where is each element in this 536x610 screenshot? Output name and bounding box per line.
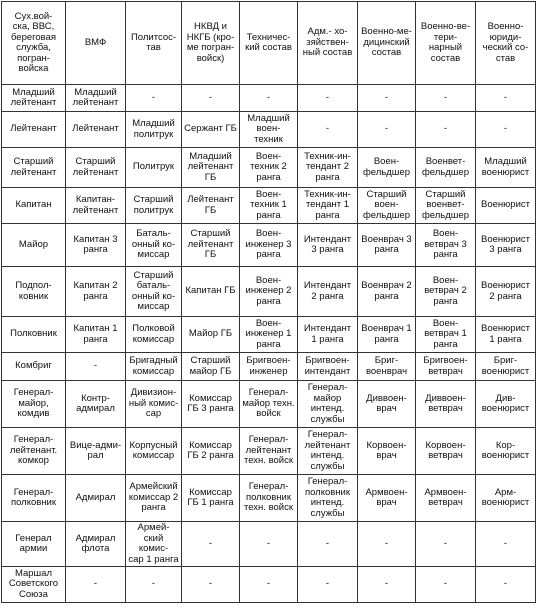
equivalent-rank-cell: Вице-адми- рал bbox=[66, 428, 126, 475]
equivalent-rank-cell: Воен- инженер 3 ранга bbox=[240, 224, 298, 267]
equivalent-rank-cell: Армей- ский комис- сар 1 ранга bbox=[126, 522, 182, 567]
equivalent-rank-cell: - bbox=[182, 567, 240, 603]
equivalent-rank-cell: - bbox=[358, 567, 416, 603]
rank-cell: Комбриг bbox=[2, 353, 66, 381]
equivalent-rank-cell: Старший майор ГБ bbox=[182, 353, 240, 381]
table-row bbox=[2, 522, 536, 567]
equivalent-rank-cell: Интендант 2 ранга bbox=[298, 267, 358, 317]
table-row bbox=[2, 188, 536, 224]
equivalent-rank-cell: Армвоен- врач bbox=[358, 475, 416, 522]
equivalent-rank-cell: Диввоен- врач bbox=[358, 381, 416, 428]
equivalent-rank-cell: Майор ГБ bbox=[182, 317, 240, 353]
rank-cell: Маршал Советского Союза bbox=[2, 567, 66, 603]
equivalent-rank-cell: Армейский комиссар 2 ранга bbox=[126, 475, 182, 522]
equivalent-rank-cell: - bbox=[298, 567, 358, 603]
equivalent-rank-cell: Воен- ветврач 3 ранга bbox=[416, 224, 476, 267]
column-header: Военно- юриди- ческий со- став bbox=[476, 2, 536, 85]
table-row bbox=[2, 353, 536, 381]
equivalent-rank-cell: Капитан 1 ранга bbox=[66, 317, 126, 353]
rank-cell: Генерал- майор, комдив bbox=[2, 381, 66, 428]
equivalent-rank-cell: Корвоен- ветврач bbox=[416, 428, 476, 475]
rank-cell: Генерал- лейтенант. комкор bbox=[2, 428, 66, 475]
rank-cell: Старший лейтенант bbox=[2, 148, 66, 188]
equivalent-rank-cell: Воен- ветврач 2 ранга bbox=[416, 267, 476, 317]
equivalent-rank-cell: Бригвоен- инженер bbox=[240, 353, 298, 381]
equivalent-rank-cell: Бригвоен- ветврач bbox=[416, 353, 476, 381]
equivalent-rank-cell: - bbox=[298, 522, 358, 567]
equivalent-rank-cell: Воен- ветврач 1 ранга bbox=[416, 317, 476, 353]
equivalent-rank-cell: - bbox=[358, 522, 416, 567]
equivalent-rank-cell: - bbox=[182, 85, 240, 112]
equivalent-rank-cell: Комиссар ГБ 3 ранга bbox=[182, 381, 240, 428]
equivalent-rank-cell: Военврач 3 ранга bbox=[358, 224, 416, 267]
equivalent-rank-cell: Старший военвет- фельдшер bbox=[416, 188, 476, 224]
rank-cell: Полковник bbox=[2, 317, 66, 353]
equivalent-rank-cell: Армвоен- ветврач bbox=[416, 475, 476, 522]
column-header: Сух.вой- ска, ВВС, береговая служба, погран- войска bbox=[2, 2, 66, 85]
equivalent-rank-cell: - bbox=[66, 353, 126, 381]
equivalent-rank-cell: Див- военюрист bbox=[476, 381, 536, 428]
table-row bbox=[2, 267, 536, 317]
table-row bbox=[2, 317, 536, 353]
equivalent-rank-cell: - bbox=[416, 112, 476, 148]
equivalent-rank-cell: Контр- адмирал bbox=[66, 381, 126, 428]
equivalent-rank-cell: Интендант 1 ранга bbox=[298, 317, 358, 353]
equivalent-rank-cell: Военюрист 3 ранга bbox=[476, 224, 536, 267]
equivalent-rank-cell: Лейтенант ГБ bbox=[182, 188, 240, 224]
equivalent-rank-cell: Воен- техник 1 ранга bbox=[240, 188, 298, 224]
equivalent-rank-cell: Капитан 3 ранга bbox=[66, 224, 126, 267]
equivalent-rank-cell: Младший воен- техник bbox=[240, 112, 298, 148]
equivalent-rank-cell: Старший баталь- онный ко- миссар bbox=[126, 267, 182, 317]
equivalent-rank-cell: Старший лейтенант bbox=[66, 148, 126, 188]
table-row bbox=[2, 428, 536, 475]
equivalent-rank-cell: Бриг- военюрист bbox=[476, 353, 536, 381]
equivalent-rank-cell: Капитан ГБ bbox=[182, 267, 240, 317]
equivalent-rank-cell: - bbox=[240, 522, 298, 567]
equivalent-rank-cell: - bbox=[126, 567, 182, 603]
equivalent-rank-cell: Воен- инженер 2 ранга bbox=[240, 267, 298, 317]
column-header: Техничес- кий состав bbox=[240, 2, 298, 85]
equivalent-rank-cell: Воен- техник 2 ранга bbox=[240, 148, 298, 188]
equivalent-rank-cell: Комиссар ГБ 1 ранга bbox=[182, 475, 240, 522]
equivalent-rank-cell: Политрук bbox=[126, 148, 182, 188]
equivalent-rank-cell: - bbox=[476, 567, 536, 603]
equivalent-rank-cell: Генерал- полковник техн. войск bbox=[240, 475, 298, 522]
ranks-table bbox=[1, 1, 536, 603]
column-header: ВМФ bbox=[66, 2, 126, 85]
equivalent-rank-cell: Старший воен- фельдшер bbox=[358, 188, 416, 224]
equivalent-rank-cell: - bbox=[182, 522, 240, 567]
equivalent-rank-cell: Младший политрук bbox=[126, 112, 182, 148]
rank-cell: Подпол- ковник bbox=[2, 267, 66, 317]
rank-cell: Лейтенант bbox=[2, 112, 66, 148]
equivalent-rank-cell: - bbox=[476, 85, 536, 112]
rank-cell: Майор bbox=[2, 224, 66, 267]
equivalent-rank-cell: Генерал- майор интенд. службы bbox=[298, 381, 358, 428]
table-body bbox=[2, 85, 536, 603]
table-row bbox=[2, 85, 536, 112]
equivalent-rank-cell: Арм- военюрист bbox=[476, 475, 536, 522]
equivalent-rank-cell: - bbox=[126, 85, 182, 112]
equivalent-rank-cell: Младший лейтенант bbox=[66, 85, 126, 112]
equivalent-rank-cell: Адмирал флота bbox=[66, 522, 126, 567]
header-row bbox=[2, 2, 536, 85]
rank-cell: Капитан bbox=[2, 188, 66, 224]
table-row bbox=[2, 148, 536, 188]
equivalent-rank-cell: Старший лейтенант ГБ bbox=[182, 224, 240, 267]
equivalent-rank-cell: Генерал- полковник интенд. службы bbox=[298, 475, 358, 522]
equivalent-rank-cell: Младший лейтенант ГБ bbox=[182, 148, 240, 188]
equivalent-rank-cell: - bbox=[298, 85, 358, 112]
rank-cell: Младший лейтенант bbox=[2, 85, 66, 112]
equivalent-rank-cell: Корвоен- врач bbox=[358, 428, 416, 475]
equivalent-rank-cell: Генерал- лейтенант интенд. службы bbox=[298, 428, 358, 475]
equivalent-rank-cell: - bbox=[240, 85, 298, 112]
equivalent-rank-cell: Дивизион- ный комис- сар bbox=[126, 381, 182, 428]
column-header: НКВД и НКГБ (кро- ме погран- войск) bbox=[182, 2, 240, 85]
equivalent-rank-cell: - bbox=[476, 112, 536, 148]
table-row bbox=[2, 381, 536, 428]
equivalent-rank-cell: Полковой комиссар bbox=[126, 317, 182, 353]
equivalent-rank-cell: Генерал- лейтенант техн. войск bbox=[240, 428, 298, 475]
equivalent-rank-cell: Корпусный комиссар bbox=[126, 428, 182, 475]
table-row bbox=[2, 224, 536, 267]
equivalent-rank-cell: Военвет- фельдшер bbox=[416, 148, 476, 188]
equivalent-rank-cell: - bbox=[416, 567, 476, 603]
equivalent-rank-cell: Младший военюрист bbox=[476, 148, 536, 188]
equivalent-rank-cell: Военюрист 2 ранга bbox=[476, 267, 536, 317]
equivalent-rank-cell: Капитан- лейтенант bbox=[66, 188, 126, 224]
equivalent-rank-cell: - bbox=[416, 85, 476, 112]
equivalent-rank-cell: Военюрист 1 ранга bbox=[476, 317, 536, 353]
equivalent-rank-cell: Техник-ин- тендант 1 ранга bbox=[298, 188, 358, 224]
equivalent-rank-cell: - bbox=[298, 112, 358, 148]
equivalent-rank-cell: Сержант ГБ bbox=[182, 112, 240, 148]
table-header bbox=[2, 2, 536, 85]
equivalent-rank-cell: Воен- инженер 1 ранга bbox=[240, 317, 298, 353]
equivalent-rank-cell: Военврач 1 ранга bbox=[358, 317, 416, 353]
column-header: Военно-ме- дицинский состав bbox=[358, 2, 416, 85]
equivalent-rank-cell: Военврач 2 ранга bbox=[358, 267, 416, 317]
equivalent-rank-cell: Баталь- онный ко- миссар bbox=[126, 224, 182, 267]
table-row bbox=[2, 567, 536, 603]
equivalent-rank-cell: Техник-ин- тендант 2 ранга bbox=[298, 148, 358, 188]
column-header: Адм.- хо- зяйствен- ный состав bbox=[298, 2, 358, 85]
equivalent-rank-cell: Капитан 2 ранга bbox=[66, 267, 126, 317]
equivalent-rank-cell: Воен- фельдшер bbox=[358, 148, 416, 188]
equivalent-rank-cell: Комиссар ГБ 2 ранга bbox=[182, 428, 240, 475]
equivalent-rank-cell: Диввоен- ветврач bbox=[416, 381, 476, 428]
equivalent-rank-cell: Генерал- майор техн. войск bbox=[240, 381, 298, 428]
rank-cell: Генерал- полковник bbox=[2, 475, 66, 522]
equivalent-rank-cell: - bbox=[358, 112, 416, 148]
rank-cell: Генерал армии bbox=[2, 522, 66, 567]
equivalent-rank-cell: - bbox=[358, 85, 416, 112]
equivalent-rank-cell: Бригвоен- интендант bbox=[298, 353, 358, 381]
equivalent-rank-cell: - bbox=[476, 522, 536, 567]
equivalent-rank-cell: Интендант 3 ранга bbox=[298, 224, 358, 267]
column-header: Политсос- тав bbox=[126, 2, 182, 85]
equivalent-rank-cell: Лейтенант bbox=[66, 112, 126, 148]
column-header: Военно-ве- тери- нарный состав bbox=[416, 2, 476, 85]
equivalent-rank-cell: Бриг- военврач bbox=[358, 353, 416, 381]
equivalent-rank-cell: Бригадный комиссар bbox=[126, 353, 182, 381]
equivalent-rank-cell: Военюрист bbox=[476, 188, 536, 224]
equivalent-rank-cell: - bbox=[240, 567, 298, 603]
equivalent-rank-cell: - bbox=[416, 522, 476, 567]
table-row bbox=[2, 475, 536, 522]
equivalent-rank-cell: Адмирал bbox=[66, 475, 126, 522]
equivalent-rank-cell: - bbox=[66, 567, 126, 603]
equivalent-rank-cell: Старший политрук bbox=[126, 188, 182, 224]
equivalent-rank-cell: Кор- военюрист bbox=[476, 428, 536, 475]
table-row bbox=[2, 112, 536, 148]
